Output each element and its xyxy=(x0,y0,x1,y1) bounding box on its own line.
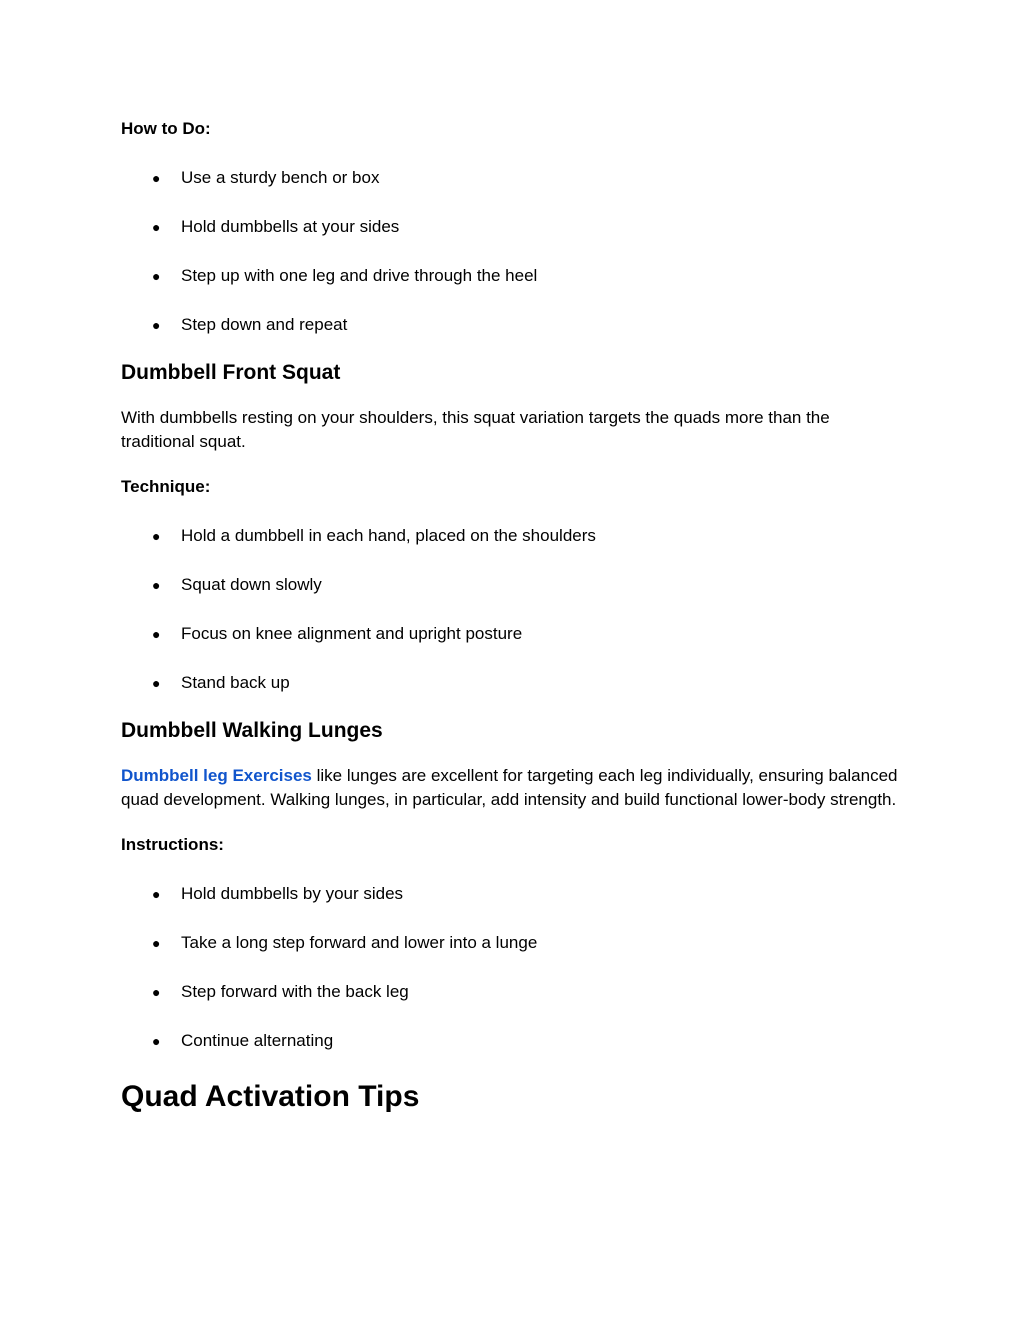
bullet-icon: ● xyxy=(152,528,161,544)
bullet-icon: ● xyxy=(152,886,161,902)
list-item: ● Step up with one leg and drive through the heel xyxy=(121,264,901,288)
bullet-icon: ● xyxy=(152,626,161,642)
list-item: ● Continue alternating xyxy=(121,1029,901,1053)
bullet-icon: ● xyxy=(152,1033,161,1049)
technique-label: Technique: xyxy=(121,477,211,496)
bullet-icon: ● xyxy=(152,219,161,235)
bullet-icon: ● xyxy=(152,268,161,284)
list-item: ● Hold dumbbells at your sides xyxy=(121,215,901,239)
walking-lunges-heading: Dumbbell Walking Lunges xyxy=(121,719,383,742)
list-item: ● Hold a dumbbell in each hand, placed on the shoulders xyxy=(121,524,901,548)
bullet-icon: ● xyxy=(152,984,161,1000)
technique-list xyxy=(121,524,901,695)
list-item: ● Focus on knee alignment and upright posture xyxy=(121,622,901,646)
instructions-label: Instructions: xyxy=(121,835,224,854)
document-content xyxy=(121,117,901,1115)
bullet-icon: ● xyxy=(152,675,161,691)
list-item: ● Step forward with the back leg xyxy=(121,980,901,1004)
list-item: ● Squat down slowly xyxy=(121,573,901,597)
bullet-icon: ● xyxy=(152,577,161,593)
instructions-list xyxy=(121,882,901,1053)
walking-lunges-paragraph: Dumbbell leg Exercises like lunges are excellent for targeting each leg individually, ensuring balanced quad development. Walking lunges, in particular, add intensity and build functional lower-body strength. xyxy=(121,766,898,809)
front-squat-heading: Dumbbell Front Squat xyxy=(121,361,341,384)
front-squat-paragraph: With dumbbells resting on your shoulders, this squat variation targets the quads more than the traditional squat. xyxy=(121,408,830,451)
list-item: ● Step down and repeat xyxy=(121,313,901,337)
bullet-icon: ● xyxy=(152,935,161,951)
list-item: ● Hold dumbbells by your sides xyxy=(121,882,901,906)
list-item: ● Take a long step forward and lower into a lunge xyxy=(121,931,901,955)
dumbbell-leg-exercises-link[interactable]: Dumbbell leg Exercises xyxy=(121,766,312,785)
bullet-icon: ● xyxy=(152,170,161,186)
list-item: ● Stand back up xyxy=(121,671,901,695)
quad-activation-heading: Quad Activation Tips xyxy=(121,1080,420,1113)
how-to-do-label: How to Do: xyxy=(121,119,211,138)
step-up-list xyxy=(121,166,901,337)
list-item: ● Use a sturdy bench or box xyxy=(121,166,901,190)
bullet-icon: ● xyxy=(152,317,161,333)
